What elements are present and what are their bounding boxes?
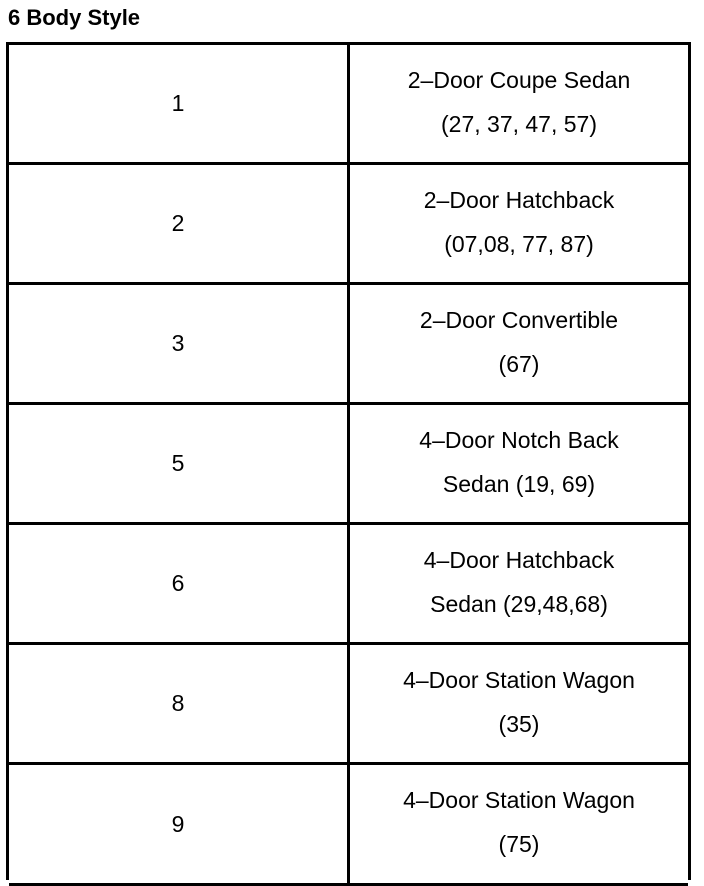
description-line-1: 4–Door Hatchback [423,546,615,573]
body-style-code: 6 [9,525,350,642]
section-title: 6 Body Style [8,5,141,30]
description-line-1: 4–Door Station Wagon [403,666,635,693]
table-row [9,765,688,886]
description-line-2: (35) [498,710,540,737]
description-line-1: 4–Door Station Wagon [403,787,635,813]
body-style-description [350,285,688,402]
body-style-description [350,765,688,883]
description-line-1: 4–Door Notch Back [419,426,619,453]
description-line-2: Sedan (29,48,68) [430,590,608,617]
table-row [9,45,688,165]
table-row [9,285,688,405]
body-style-description [350,165,688,282]
body-style-code: 2 [9,165,350,282]
description-line-2: (67) [498,350,540,377]
body-style-table [6,42,691,880]
table-row [9,165,688,285]
body-style-description [350,645,688,762]
description-line-2: (27, 37, 47, 57) [441,110,597,137]
body-style-code: 3 [9,285,350,402]
body-style-code: 1 [9,45,350,162]
table-row [9,405,688,525]
body-style-code: 8 [9,645,350,762]
description-line-2: Sedan (19, 69) [442,470,596,497]
body-style-code: 5 [9,405,350,522]
description-line-1: 2–Door Coupe Sedan [407,66,631,93]
description-line-1: 2–Door Hatchback [423,186,615,213]
description-line-2: (75) [498,831,540,857]
table-row [9,645,688,765]
body-style-code: 9 [9,765,350,883]
table-row [9,525,688,645]
body-style-description [350,45,688,162]
body-style-description [350,525,688,642]
description-line-2: (07,08, 77, 87) [444,230,594,257]
body-style-description [350,405,688,522]
description-line-1: 2–Door Convertible [419,306,619,333]
